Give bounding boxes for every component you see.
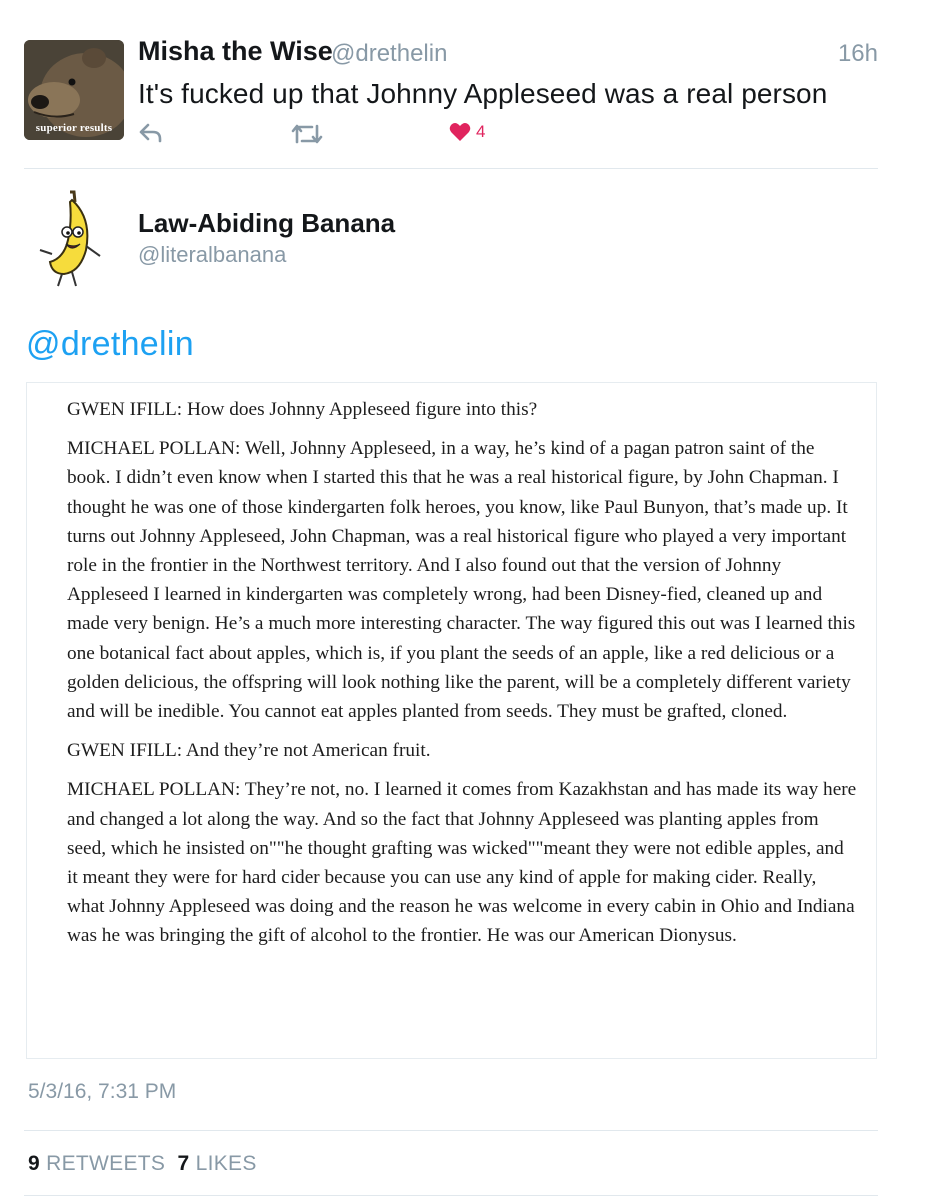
- likes-stat[interactable]: [177, 1152, 256, 1175]
- author-name[interactable]: Misha the Wise: [138, 36, 333, 66]
- transcript-paragraph: GWEN IFILL: How does Johnny Appleseed figure into this?: [67, 399, 538, 420]
- reply-button[interactable]: [139, 122, 163, 144]
- heart-icon: [449, 122, 471, 142]
- author-name[interactable]: Law-Abiding Banana: [138, 208, 396, 238]
- retweets-count: 9: [28, 1152, 40, 1175]
- likes-count: 7: [177, 1152, 190, 1175]
- retweet-button[interactable]: [290, 122, 324, 146]
- retweets-label: RETWEETS: [46, 1152, 166, 1175]
- divider: [24, 168, 878, 169]
- likes-label: LIKES: [195, 1152, 257, 1175]
- transcript: [67, 395, 857, 961]
- transcript-paragraph: GWEN IFILL: And they’re not American fruit.: [67, 740, 431, 762]
- avatar-caption: superior results: [35, 122, 113, 134]
- avatar[interactable]: [34, 188, 106, 288]
- engagement-stats: [28, 1152, 257, 1176]
- author-handle[interactable]: @literalbanana: [138, 242, 287, 267]
- mention-link[interactable]: @drethelin: [26, 325, 194, 363]
- like-button[interactable]: [449, 122, 485, 142]
- banana-avatar-image: [34, 188, 106, 288]
- transcript-paragraph: MICHAEL POLLAN: Well, Johnny Appleseed, in a way, he’s kind of a pagan patron saint of the book. I didn’t even know when I started this that he was a real historical figure, by John Chapman. I thought he was one of those kindergarten folk heroes, you know, like Paul Bunyon, that’s made up. It turns out Johnny Appleseed, John Chapman, was a real historical figure who played a very important role in the frontier in the Northwest territory. And I also found out that the version of Johnny Appleseed I learned in kindergarten was completely wrong, had been Disney-fied, cleaned up and made very benign. He’s a much more interesting character. The way figured this out was I learned this one botanical fact about apples, which is, if you plant the seeds of an apple, like a red delicious or a golden delicious, the offspring will look nothing like the parent, will be a completely different variety and will be inedible. You cannot eat apples planted from seeds. They must be grafted, cloned.: [67, 438, 856, 723]
- divider: [24, 1130, 878, 1131]
- like-count: 4: [476, 122, 486, 141]
- retweets-stat[interactable]: [28, 1152, 165, 1175]
- attached-image[interactable]: [26, 382, 877, 1059]
- transcript-paragraph: MICHAEL POLLAN: They’re not, no. I learned it comes from Kazakhstan and has made its way here and changed a lot along the way. And so the fact that Johnny Appleseed was planting apples from seed, which he insisted on""he thought grafting was wicked""meant they were not edible apples, and it meant they were for hard cider because you can use any kind of apple for making cider. Really, what Johnny Appleseed was doing and the reason he was welcome in every cabin in Ohio and Indiana was he was bringing the gift of alcohol to the frontier. He was our American Dionysus.: [67, 779, 857, 947]
- reply-icon: [139, 122, 163, 144]
- tweet-timestamp: 5/3/16, 7:31 PM: [28, 1080, 177, 1103]
- tweet-text: It's fucked up that Johnny Appleseed was a real person: [138, 78, 828, 109]
- retweet-icon: [290, 122, 324, 146]
- author-handle[interactable]: @drethelin: [331, 40, 448, 67]
- tweet-time[interactable]: 16h: [837, 40, 878, 67]
- divider: [24, 1195, 878, 1196]
- avatar[interactable]: [24, 40, 124, 140]
